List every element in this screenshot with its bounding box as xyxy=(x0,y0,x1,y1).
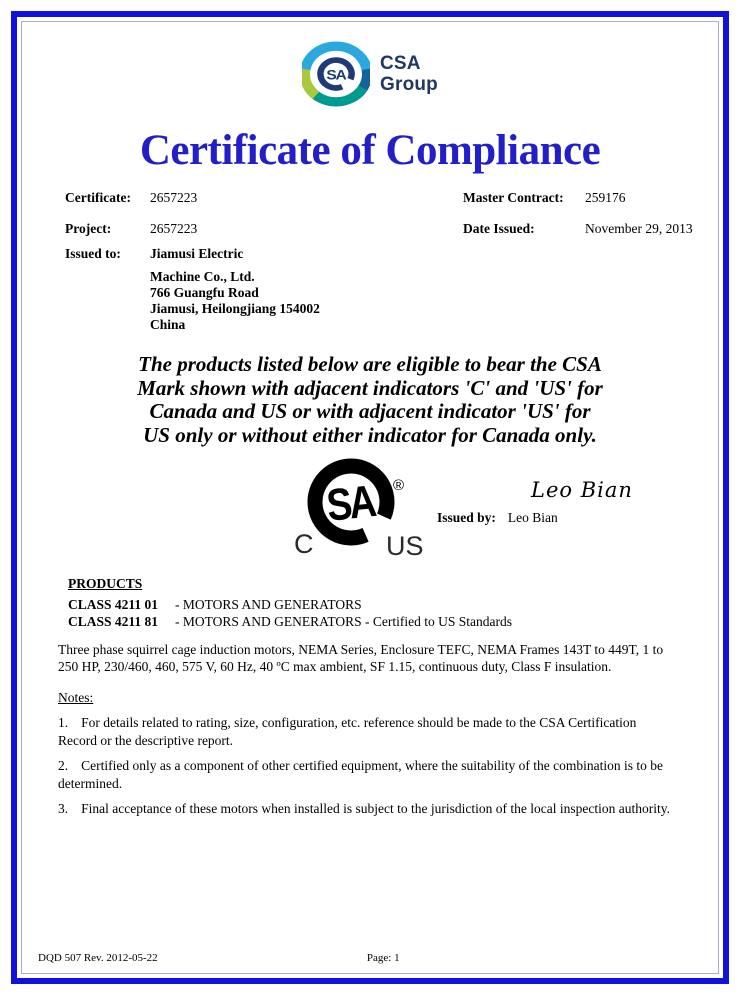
signature-script: Leo Bian xyxy=(531,478,633,502)
issued-by-value: Leo Bian xyxy=(507,510,558,525)
issued-to-address xyxy=(150,269,463,333)
certificate-value: 2657223 xyxy=(150,190,198,205)
master-contract-value: 259176 xyxy=(585,190,626,205)
class-description: - MOTORS AND GENERATORS xyxy=(175,597,362,612)
csa-group-wordmark xyxy=(380,53,438,95)
products-heading: PRODUCTS xyxy=(68,576,143,591)
address-line: Machine Co., Ltd. xyxy=(150,269,255,284)
note-number: 3. xyxy=(58,801,69,816)
document-reference: DQD 507 Rev. 2012-05-22 xyxy=(38,952,158,964)
project-value: 2657223 xyxy=(150,221,198,236)
eligibility-statement xyxy=(22,353,718,447)
class-description: - MOTORS AND GENERATORS - Certified to US Standards xyxy=(175,614,513,629)
mark-us-indicator: US xyxy=(386,531,424,556)
logo-monogram: SA xyxy=(326,68,346,84)
project-label: Project: xyxy=(65,221,112,236)
issued-by-label: Issued by: xyxy=(437,510,496,525)
mark-c-indicator: C xyxy=(294,529,314,556)
issued-by-row xyxy=(437,510,687,526)
registered-trademark-icon: ® xyxy=(393,477,405,494)
brand-line-2: Group xyxy=(380,74,438,95)
note-number: 1. xyxy=(58,715,69,730)
master-contract-label: Master Contract: xyxy=(463,190,564,205)
date-issued-value: November 29, 2013 xyxy=(585,221,693,236)
brand-line-1: CSA xyxy=(380,53,421,74)
class-code: CLASS 4211 01 xyxy=(68,597,159,612)
certificate-label: Certificate: xyxy=(65,190,131,205)
product-description: Three phase squirrel cage induction motors, NEMA Series, Enclosure TEFC, NEMA Frames 143T to 449T, 1 to 250 HP, 230/460, 460, 575 V, 60 Hz, 40 ºC max ambient, SF 1.15, continuous duty, Class F insulation. xyxy=(58,642,664,674)
signature-block xyxy=(437,456,687,526)
notes-section xyxy=(58,690,678,818)
csa-globe-icon xyxy=(302,40,370,108)
class-code: CLASS 4211 81 xyxy=(68,614,159,629)
date-issued-label: Date Issued: xyxy=(463,221,535,236)
eligibility-line: US only or without either indicator for Canada only. xyxy=(143,422,597,447)
mark-monogram: SA xyxy=(324,475,377,531)
note-item xyxy=(58,800,678,818)
notes-heading: Notes: xyxy=(58,690,94,705)
products-section xyxy=(68,576,718,630)
address-line: China xyxy=(150,317,186,332)
eligibility-line: Canada and US or with adjacent indicator 'US' for xyxy=(149,399,591,423)
address-line: Jiamusi, Heilongjiang 154002 xyxy=(150,301,320,316)
note-item xyxy=(58,714,678,749)
page-title: Certificate of Compliance xyxy=(139,127,601,174)
note-text: Certified only as a component of other certified equipment, where the suitability of the combination is to be determined. xyxy=(58,758,663,791)
note-number: 2. xyxy=(58,758,69,773)
csa-certification-mark-icon xyxy=(293,456,425,556)
issued-to-value: Jiamusi Electric xyxy=(150,246,244,261)
eligibility-line: Mark shown with adjacent indicators 'C' and 'US' for xyxy=(137,375,603,400)
product-class-row xyxy=(68,596,718,613)
page-number: Page: 1 xyxy=(366,952,400,964)
note-item xyxy=(58,757,678,792)
note-text: For details related to rating, size, configuration, etc. reference should be made to the CSA Certification Record or the descriptive report. xyxy=(58,715,637,748)
certificate-content xyxy=(22,22,718,973)
csa-group-logo xyxy=(22,40,718,108)
certificate-info xyxy=(65,190,718,333)
eligibility-line: The products listed below are eligible to bear the CSA xyxy=(138,352,602,376)
product-class-row xyxy=(68,613,718,630)
address-line: 766 Guangfu Road xyxy=(150,285,259,300)
mark-and-signature xyxy=(293,456,718,556)
note-text: Final acceptance of these motors when installed is subject to the jurisdiction of the local inspection authority. xyxy=(81,801,670,816)
issued-to-label: Issued to: xyxy=(65,246,121,261)
page-footer xyxy=(38,952,702,964)
